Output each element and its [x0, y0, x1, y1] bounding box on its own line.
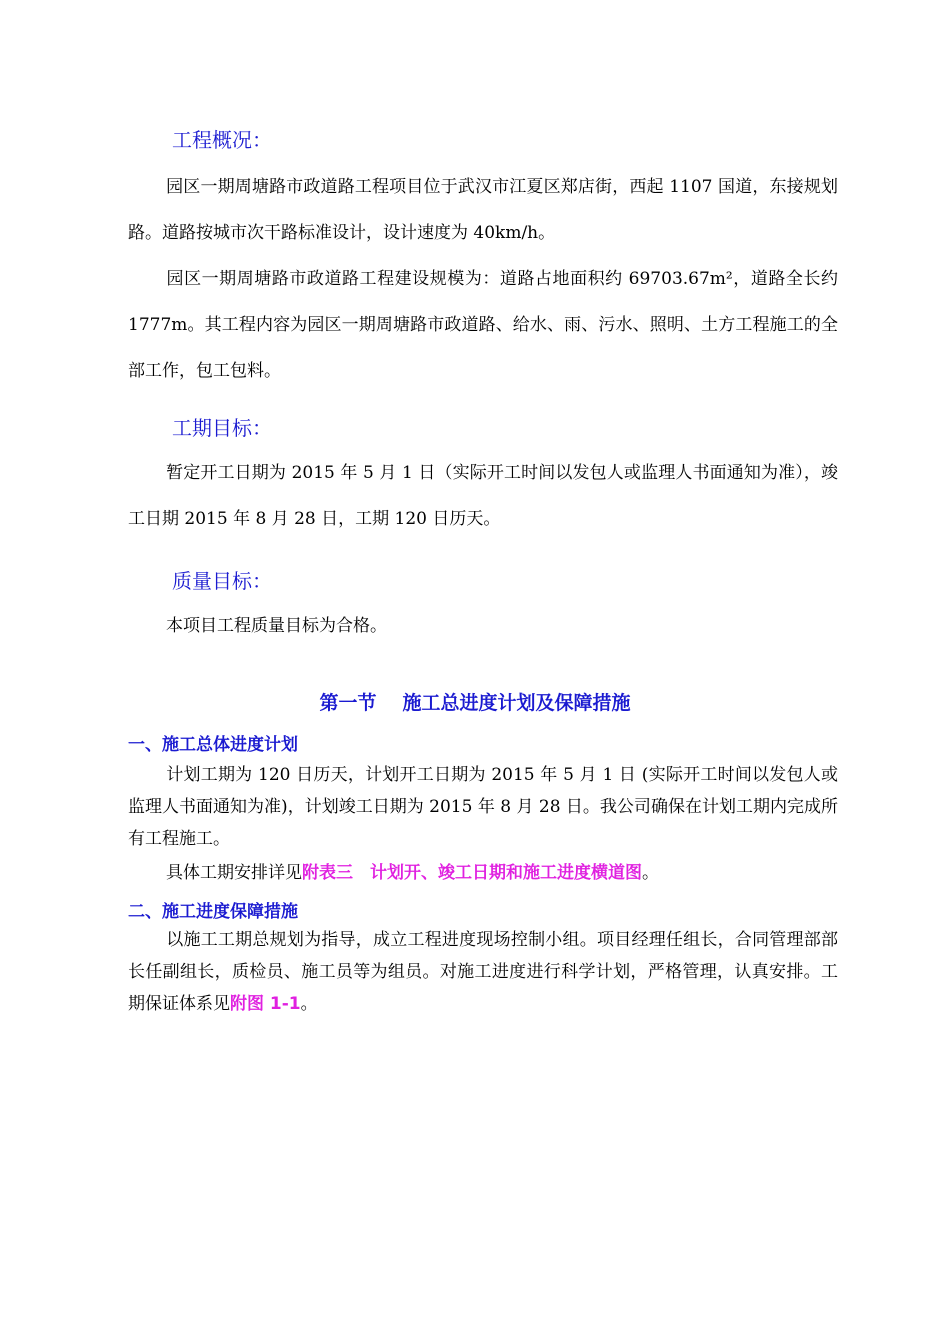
overview-paragraph-1: 园区一期周塘路市政道路工程项目位于武汉市江夏区郑店街，西起 1107 国道，东接规划路。道路按城市次干路标准设计，设计速度为 40km/h。 [128, 177, 838, 243]
section-title: 第一节 施工总进度计划及保障措施 [319, 692, 631, 714]
subsection-2-paragraph: 以施工工期总规划为指导，成立工程进度现场控制小组。项目经理任组长，合同管理部部长任副组长，质检员、施工员等为组员。对施工进度进行科学计划，严格管理，认真安排。工期保证体系见附图 1-1。 [128, 930, 838, 1014]
schedule-goal-paragraph: 暂定开工日期为 2015 年 5 月 1 日（实际开工时间以发包人或监理人书面通知为准），竣工日期 2015 年 8 月 28 日，工期 120 日历天。 [128, 463, 838, 529]
attachment-figure-1-1-link[interactable]: 附图 1-1 [230, 994, 301, 1014]
subsection-1-paragraph-2: 具体工期安排详见附表三 计划开、竣工日期和施工进度横道图。 [166, 863, 659, 883]
subsection-1-paragraph-1: 计划工期为 120 日历天，计划开工日期为 2015 年 5 月 1 日 (实际开工时间以发包人或监理人书面通知为准)，计划竣工日期为 2015 年 8 月 28 日。我公司确保在计划工期内完成所有工程施工。 [128, 765, 838, 849]
quality-goal-paragraph: 本项目工程质量目标为合格。 [166, 616, 387, 636]
schedule-goal-heading: 工期目标： [172, 416, 272, 440]
subsection-2-heading: 二、施工进度保障措施 [128, 902, 298, 922]
subsection-1-heading: 一、施工总体进度计划 [128, 735, 298, 755]
quality-goal-heading: 质量目标： [172, 569, 272, 593]
overview-paragraph-2: 园区一期周塘路市政道路工程建设规模为：道路占地面积约 69703.67m²，道路全长约 1777m。其工程内容为园区一期周塘路市政道路、给水、雨、污水、照明、土方工程施工的全部工作，包工包料。 [128, 269, 838, 381]
overview-heading: 工程概况： [172, 128, 272, 152]
attachment-table-3-link[interactable]: 附表三 计划开、竣工日期和施工进度横道图 [302, 863, 642, 883]
